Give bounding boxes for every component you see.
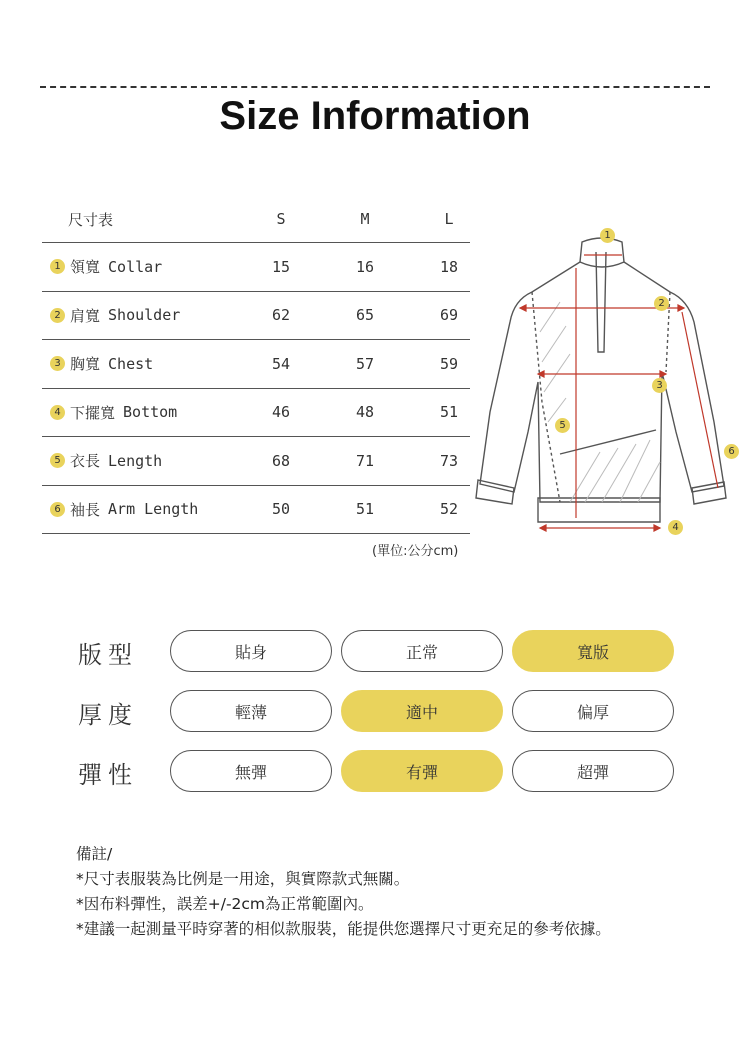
number-badge: 2: [50, 308, 65, 323]
option-pill: 超彈: [512, 750, 674, 792]
attribute-row: [78, 750, 698, 794]
measurement-cn: 領寬: [70, 258, 101, 277]
value-s: 62: [271, 306, 291, 325]
table-row: [42, 389, 470, 438]
diagram-marker: 5: [555, 418, 570, 433]
header-size-l: L: [444, 210, 454, 228]
measurement-en: Length: [108, 451, 163, 470]
measurement-name: [50, 437, 162, 485]
value-l: 51: [439, 403, 459, 422]
option-pill: 寬版: [512, 630, 674, 672]
measurement-en: Chest: [108, 354, 154, 373]
measurement-name: [50, 486, 198, 534]
diagram-marker: 1: [600, 228, 615, 243]
note-line: *建議一起測量平時穿著的相似款服裝，能提供您選擇尺寸更充足的參考依據。: [76, 920, 611, 938]
value-m: 48: [355, 403, 375, 422]
value-l: 69: [439, 306, 459, 325]
diagram-marker: 4: [668, 520, 683, 535]
number-badge: 4: [50, 405, 65, 420]
number-badge: 5: [50, 453, 65, 468]
table-row: [42, 292, 470, 341]
measurement-cn: 衣長: [70, 452, 101, 471]
value-m: 57: [355, 354, 375, 373]
table-row: [42, 437, 470, 486]
attribute-row: [78, 630, 698, 674]
value-m: 71: [355, 451, 375, 470]
header-size-m: M: [360, 210, 370, 228]
measurement-name: [50, 340, 153, 388]
attribute-label: 版型: [78, 640, 138, 669]
value-l: 18: [439, 257, 459, 276]
value-m: 65: [355, 306, 375, 325]
option-pill: 有彈: [341, 750, 503, 792]
attribute-label: 厚度: [78, 700, 138, 729]
value-m: 51: [355, 500, 375, 519]
diagram-marker: 6: [724, 444, 739, 459]
attribute-row: [78, 690, 698, 734]
number-badge: 1: [50, 259, 65, 274]
value-m: 16: [355, 257, 375, 276]
option-pill: 輕薄: [170, 690, 332, 732]
dashed-divider: [40, 86, 710, 88]
header-label: 尺寸表: [68, 210, 114, 229]
option-pill: 無彈: [170, 750, 332, 792]
note-line: *因布料彈性，誤差+/-2cm為正常範圍內。: [76, 895, 374, 913]
option-pill: 適中: [341, 690, 503, 732]
table-header: [42, 196, 470, 243]
measurement-en: Bottom: [123, 403, 178, 422]
number-badge: 6: [50, 502, 65, 517]
diagram-marker: 3: [652, 378, 667, 393]
measurement-cn: 胸寬: [70, 355, 101, 374]
attribute-label: 彈性: [78, 760, 138, 789]
measurement-en: Collar: [108, 257, 163, 276]
measurement-name: [50, 292, 180, 340]
unit-note: (單位:公分cm): [372, 544, 459, 559]
table-row: [42, 486, 470, 535]
value-s: 68: [271, 451, 291, 470]
option-pill: 偏厚: [512, 690, 674, 732]
page-title: Size Information: [219, 94, 531, 138]
measurement-cn: 下擺寬: [70, 403, 116, 422]
size-table: [42, 196, 470, 534]
value-l: 73: [439, 451, 459, 470]
measurement-cn: 袖長: [70, 500, 101, 519]
value-l: 59: [439, 354, 459, 373]
measurement-name: [50, 389, 177, 437]
option-pill: 貼身: [170, 630, 332, 672]
table-row: [42, 243, 470, 292]
notes-heading: 備註/: [76, 845, 113, 863]
measurement-cn: 肩寬: [70, 306, 101, 325]
measurement-name: [50, 243, 162, 291]
value-s: 50: [271, 500, 291, 519]
value-l: 52: [439, 500, 459, 519]
notes: [76, 842, 611, 942]
table-row: [42, 340, 470, 389]
sweater-diagram: [470, 222, 750, 542]
header-size-s: S: [276, 210, 286, 228]
measurement-en: Shoulder: [108, 306, 181, 325]
option-pill: 正常: [341, 630, 503, 672]
diagram-marker: 2: [654, 296, 669, 311]
measurement-en: Arm Length: [108, 500, 199, 519]
note-line: *尺寸表服裝為比例是一用途，與實際款式無關。: [76, 870, 410, 888]
number-badge: 3: [50, 356, 65, 371]
value-s: 54: [271, 354, 291, 373]
value-s: 15: [271, 257, 291, 276]
value-s: 46: [271, 403, 291, 422]
